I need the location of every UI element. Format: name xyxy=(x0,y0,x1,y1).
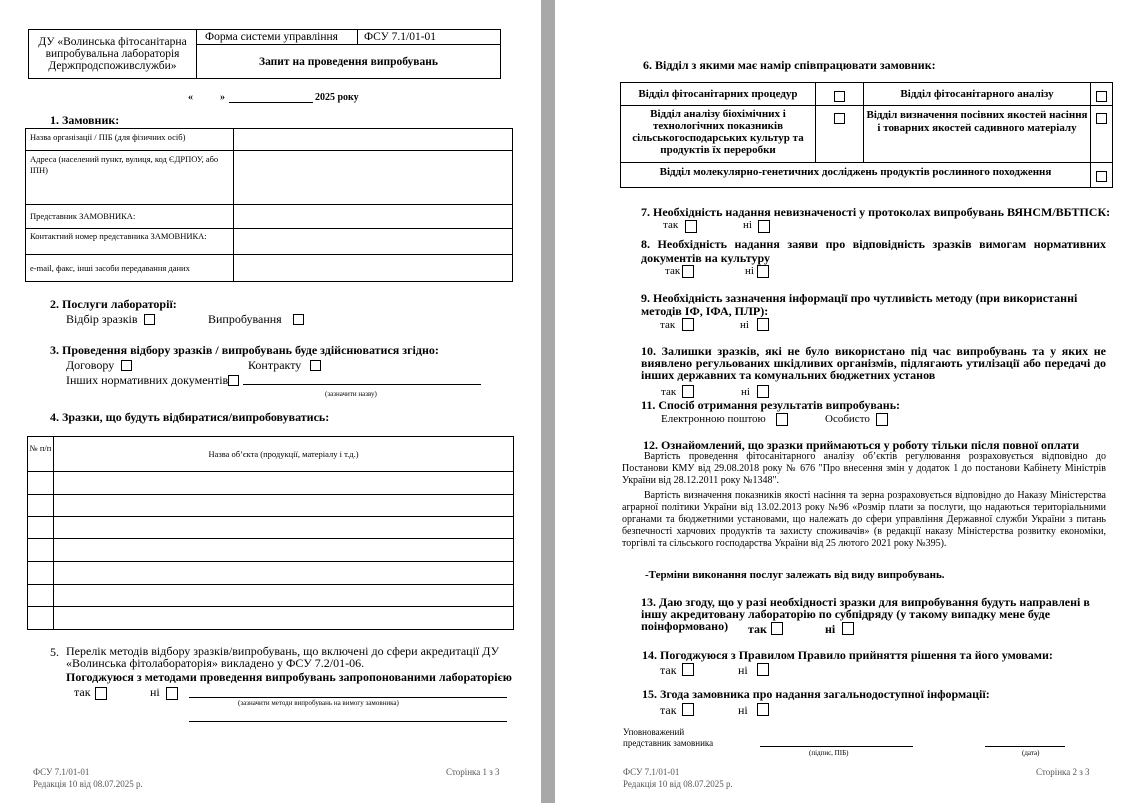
form-code: ФСУ 7.1/01-01 xyxy=(358,30,501,45)
basis-contract-checkbox[interactable] xyxy=(121,360,132,371)
section-5-no-checkbox[interactable] xyxy=(166,687,178,700)
customer-row-label: Назва організації / ПІБ (для фізичних осіб) xyxy=(26,129,234,151)
section-14-yes-checkbox[interactable] xyxy=(682,663,694,676)
sample-row-name[interactable] xyxy=(54,562,514,585)
section-5-number: 5. xyxy=(50,645,59,659)
dept-molecular-checkbox[interactable] xyxy=(1096,171,1107,182)
section-15-no-checkbox[interactable] xyxy=(757,703,769,716)
section-7-yes-checkbox[interactable] xyxy=(685,220,697,233)
section-15-yes-label: так xyxy=(660,703,677,717)
dept-seeds-checkbox[interactable] xyxy=(1096,113,1107,124)
section-9-yes-label: так xyxy=(660,319,676,331)
result-email-label: Електронною поштою xyxy=(661,413,766,425)
basis-contract-label: Договору xyxy=(66,358,115,372)
section-8-yes-label: так xyxy=(665,265,681,277)
date-blank-line[interactable] xyxy=(229,102,313,103)
sample-row-number[interactable] xyxy=(28,495,54,517)
page-gap xyxy=(541,0,555,803)
section-10-yes-checkbox[interactable] xyxy=(682,385,694,398)
sample-row-name[interactable] xyxy=(54,539,514,562)
section-8-no-checkbox[interactable] xyxy=(757,265,769,278)
footer-code: ФСУ 7.1/01-01 xyxy=(623,767,680,777)
section-14-yes-label: так xyxy=(660,663,677,677)
doc-title: Запит на проведення випробувань xyxy=(197,45,501,79)
section-9-no-label: ні xyxy=(740,319,749,331)
section-5-agree: Погоджуюся з методами проведення випробувань запропонованими лабораторією xyxy=(66,670,512,684)
sample-row-number[interactable] xyxy=(28,562,54,585)
section-7-no-label: ні xyxy=(743,219,752,231)
dept-biochem-checkbox[interactable] xyxy=(834,113,845,124)
section-5-methods-line-2[interactable] xyxy=(189,721,507,722)
customer-address-field[interactable] xyxy=(234,151,513,205)
basis-other-docs-checkbox[interactable] xyxy=(228,375,239,386)
signature-hint: (підпис, ПІБ) xyxy=(809,749,849,757)
dept-molecular: Відділ молекулярно-генетичних досліджень продуктів рослинного походження xyxy=(621,163,1091,188)
sample-row-number[interactable] xyxy=(28,607,54,630)
header-table xyxy=(28,29,501,79)
sample-row-number[interactable] xyxy=(28,472,54,495)
samples-col-name: Назва об’єкта (продукції, матеріалу і т.д.) xyxy=(54,437,514,472)
section-3-title: 3. Проведення відбору зразків / випробувань буде здійснюватися згідно: xyxy=(50,343,439,357)
basis-other-docs-line[interactable] xyxy=(243,384,481,385)
basis-other-docs-label: Інших нормативних документів xyxy=(66,373,229,387)
dept-cell xyxy=(1091,106,1113,163)
page-2 xyxy=(555,0,1128,803)
sample-row-number[interactable] xyxy=(28,539,54,562)
section-1-title: 1. Замовник: xyxy=(50,113,120,127)
section-10-yes-label: так xyxy=(661,386,677,398)
footer-edition: Редакція 10 від 08.07.2025 р. xyxy=(33,779,143,789)
section-5-yes-checkbox[interactable] xyxy=(95,687,107,700)
section-9-yes-checkbox[interactable] xyxy=(682,318,694,331)
dept-cell xyxy=(1091,83,1113,106)
section-15-title: 15. Згода замовника про надання загальнодоступної інформації: xyxy=(642,687,990,701)
sample-row-number[interactable] xyxy=(28,585,54,607)
dept-cell xyxy=(816,83,864,106)
section-13-no-checkbox[interactable] xyxy=(842,622,854,635)
form-label: Форма системи управління xyxy=(197,30,358,45)
section-8-title: 8. Необхідність надання заяви про відповідність зразків вимогам нормативних документів на культуру xyxy=(641,237,1106,265)
section-12-title: 12. Ознайомлений, що зразки приймаються у роботу тільки після повної оплати xyxy=(643,438,1080,452)
customer-phone-field[interactable] xyxy=(234,229,513,255)
signature-line[interactable] xyxy=(760,746,913,747)
dept-biochem: Відділ аналізу біохімічних і технологічних показників сільськогосподарських культур та продуктів їх переробки xyxy=(621,106,816,163)
section-8-yes-checkbox[interactable] xyxy=(682,265,694,278)
section-8-no-label: ні xyxy=(745,265,754,277)
section-13-yes-label: так xyxy=(748,622,767,636)
samples-col-number: № п/п xyxy=(28,437,54,472)
date-line[interactable] xyxy=(985,746,1065,747)
section-5-no-label: ні xyxy=(150,685,160,699)
section-2-title: 2. Послуги лабораторії: xyxy=(50,297,177,311)
result-personal-checkbox[interactable] xyxy=(876,413,888,426)
dept-cell xyxy=(1091,163,1113,188)
section-5-methods-line[interactable] xyxy=(189,697,507,698)
customer-representative-field[interactable] xyxy=(234,205,513,229)
customer-row-label: Представник ЗАМОВНИКА: xyxy=(26,205,234,229)
date-year: 2025 року xyxy=(315,92,359,103)
section-12-terms: -Терміни виконання послуг залежать від виду випробувань. xyxy=(645,569,945,581)
page-1 xyxy=(0,0,541,803)
section-9-title: 9. Необхідність зазначення інформації про чутливість методу (при використанні методів ІФ, ІФА, ПЛР): xyxy=(641,291,1078,318)
section-12-paragraph-1: Вартість проведення фітосанітарного аналізу об’єктів регулювання розраховується відповідно до Постанови КМУ від 29.08.2018 року № 676 "Про внесення змін у додаток 1 до постанови Кабінету Міністрів України від 28.12.2011 року №1348". xyxy=(622,451,1106,486)
section-10-no-checkbox[interactable] xyxy=(757,385,769,398)
sample-row-name[interactable] xyxy=(54,495,514,517)
departments-table xyxy=(620,82,1113,188)
basis-kontrakt-checkbox[interactable] xyxy=(310,360,321,371)
sample-row-name[interactable] xyxy=(54,607,514,630)
section-7-yes-label: так xyxy=(663,219,679,231)
sample-row-number[interactable] xyxy=(28,517,54,539)
date-open-quote: « xyxy=(188,92,193,103)
basis-kontrakt-label: Контракту xyxy=(248,358,302,372)
dept-phyto-analysis: Відділ фітосанітарного аналізу xyxy=(864,83,1091,106)
customer-row-label: Адреса (населений пункт, вулиця, код ЄДРПОУ, або ІПН) xyxy=(26,151,234,205)
dept-seeds: Відділ визначення посівних якостей насіння і товарних якостей садивного матеріалу xyxy=(864,106,1091,163)
service-testing-label: Випробування xyxy=(208,312,282,326)
customer-table xyxy=(25,128,513,282)
section-15-no-label: ні xyxy=(738,703,748,717)
footer-page: Сторінка 1 з 3 xyxy=(446,767,500,777)
service-testing-checkbox[interactable] xyxy=(293,314,304,325)
dept-phyto-procedures: Відділ фітосанітарних процедур xyxy=(621,83,816,106)
section-5-yes-label: так xyxy=(74,685,91,699)
section-6-title: 6. Відділ з якими має намір співпрацювати замовник: xyxy=(643,58,936,72)
samples-table xyxy=(27,436,514,630)
section-7-no-checkbox[interactable] xyxy=(758,220,770,233)
sample-row-name[interactable] xyxy=(54,517,514,539)
section-5-hint: (зазначити методи випробувань на вимогу замовника) xyxy=(238,699,399,707)
section-10-no-label: ні xyxy=(741,386,750,398)
dept-phyto-analysis-checkbox[interactable] xyxy=(1096,91,1107,102)
section-15-yes-checkbox[interactable] xyxy=(682,703,694,716)
section-13-title: 13. Даю згоду, що у разі необхідності зразки для випробування будуть направлені в іншу акредитовану лабораторію по субпідряду (у такому випадку мене буде поінформовано) xyxy=(641,595,1090,633)
dept-cell xyxy=(816,106,864,163)
footer-edition: Редакція 10 від 08.07.2025 р. xyxy=(623,779,733,789)
section-11-title: 11. Спосіб отримання результатів випробувань: xyxy=(641,398,901,412)
section-13-no-label: ні xyxy=(825,622,836,636)
section-5-text: Перелік методів відбору зразків/випробувань, що включені до сфери акредитації ДУ «Волинська фітолабораторія» викладено у ФСУ 7.2/01-06. xyxy=(66,644,500,670)
section-13-yes-checkbox[interactable] xyxy=(771,622,783,635)
signature-label: Уповноважений представник замовника xyxy=(623,727,714,748)
customer-row-label: e-mail, факс, інші засоби передавання даних xyxy=(26,255,234,282)
date-hint: (дата) xyxy=(1022,749,1040,757)
footer-page: Сторінка 2 з 3 xyxy=(1036,767,1090,777)
dept-phyto-procedures-checkbox[interactable] xyxy=(834,91,845,102)
section-4-title: 4. Зразки, що будуть відбиратися/випробовуватись: xyxy=(50,410,330,424)
result-personal-label: Особисто xyxy=(825,413,870,425)
section-14-no-checkbox[interactable] xyxy=(757,663,769,676)
org-name: ДУ «Волинська фітосанітарна випробувальна лабораторія Держпродспоживслужби» xyxy=(29,30,197,79)
result-email-checkbox[interactable] xyxy=(776,413,788,426)
basis-hint: (зазначити назву) xyxy=(325,390,377,398)
service-sampling-checkbox[interactable] xyxy=(144,314,155,325)
sample-row-name[interactable] xyxy=(54,472,514,495)
service-sampling-label: Відбір зразків xyxy=(66,312,138,326)
section-14-title: 14. Погоджуюся з Правилом Правило прийняття рішення та його умовами: xyxy=(642,648,1053,662)
sample-row-name[interactable] xyxy=(54,585,514,607)
section-9-no-checkbox[interactable] xyxy=(757,318,769,331)
section-14-no-label: ні xyxy=(738,663,748,677)
footer-code: ФСУ 7.1/01-01 xyxy=(33,767,90,777)
section-10-title: 10. Залишки зразків, які не було використано під час випробувань та у яких не виявлено регульованих шкідливих організмів, підлягають утилізації або передачі до інших державних та комунальних бюджетних установ xyxy=(641,344,1106,382)
customer-email-field[interactable] xyxy=(234,255,513,282)
section-12-paragraph-2: Вартість визначення показників якості насіння та зерна розраховується відповідно до Наказу Міністерства аграрної політики України від 13.02.2013 року №96 «Розмір плати за послуги, що надаються територіальними органами та бюджетними установами, що належать до сфери управління Державної служби України з питань безпечності харчових продуктів та захисту споживачів» (в редакції наказу Міністерства розвитку економіки, торгівлі та сільського господарства України від 25 лютого 2021 року №395). xyxy=(622,490,1106,549)
section-7-title: 7. Необхідність надання невизначеності у протоколах випробувань ВЯНСМ/ВБТПСК: xyxy=(641,205,1111,219)
customer-name-field[interactable] xyxy=(234,129,513,151)
customer-row-label: Контактний номер представника ЗАМОВНИКА: xyxy=(26,229,234,255)
date-close-quote: » xyxy=(220,92,225,103)
